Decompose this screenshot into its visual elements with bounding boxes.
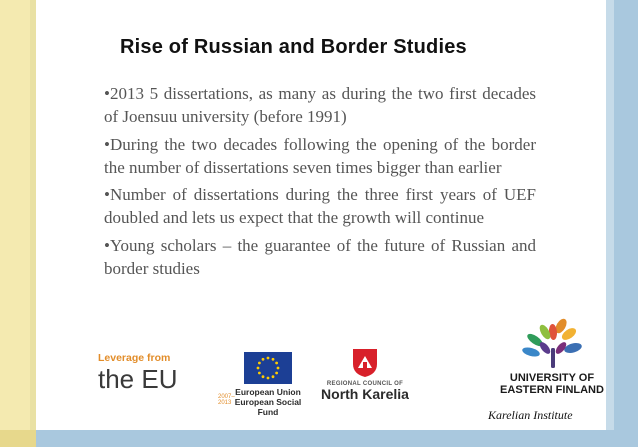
left-decorative-stripe-inner bbox=[30, 0, 36, 447]
bullet-item: •2013 5 dissertations, as many as during the two first decades of Joensuu university (before 1991) bbox=[104, 84, 536, 127]
karelian-institute-label: Karelian Institute bbox=[488, 408, 573, 422]
slide-title: Rise of Russian and Border Studies bbox=[120, 36, 467, 58]
eu-caption-line1: European Union bbox=[235, 387, 301, 397]
leverage-logo-years: 2007–2013 bbox=[218, 394, 235, 406]
eu-caption-line2: European Social Fund bbox=[234, 397, 302, 417]
bullet-item: •During the two decades following the opening of the border the number of dissertations seven times bigger than earlier bbox=[104, 134, 536, 177]
north-karelia-logo bbox=[320, 348, 410, 402]
right-decorative-stripe-inner bbox=[606, 0, 614, 447]
eu-flag-icon bbox=[244, 352, 292, 384]
uef-logo-text bbox=[497, 372, 607, 396]
north-karelia-small-text: REGIONAL COUNCIL OF bbox=[326, 381, 404, 387]
north-karelia-shield-icon bbox=[352, 348, 378, 378]
left-decorative-stripe bbox=[0, 0, 30, 447]
uef-logo-line2: EASTERN FINLAND bbox=[500, 384, 604, 396]
eu-esf-logo bbox=[224, 352, 312, 417]
bullet-item: •Young scholars – the guarantee of the future of Russian and border studies bbox=[104, 235, 536, 279]
bullet-list bbox=[104, 82, 536, 284]
bullet-item: •Number of dissertations during the three first years of UEF doubled and lets us expect that the growth will continue bbox=[104, 185, 536, 228]
bottom-decorative-bar bbox=[0, 430, 638, 447]
uef-logo-line1: UNIVERSITY OF bbox=[509, 372, 595, 384]
bottom-left-decorative-bar bbox=[0, 430, 36, 447]
north-karelia-big-text: North Karelia bbox=[321, 386, 409, 402]
right-decorative-stripe bbox=[614, 0, 638, 447]
leverage-from-eu-logo bbox=[98, 352, 235, 406]
leverage-logo-small-text: Leverage from bbox=[98, 352, 171, 364]
leverage-logo-big-text: the EU bbox=[98, 364, 178, 394]
